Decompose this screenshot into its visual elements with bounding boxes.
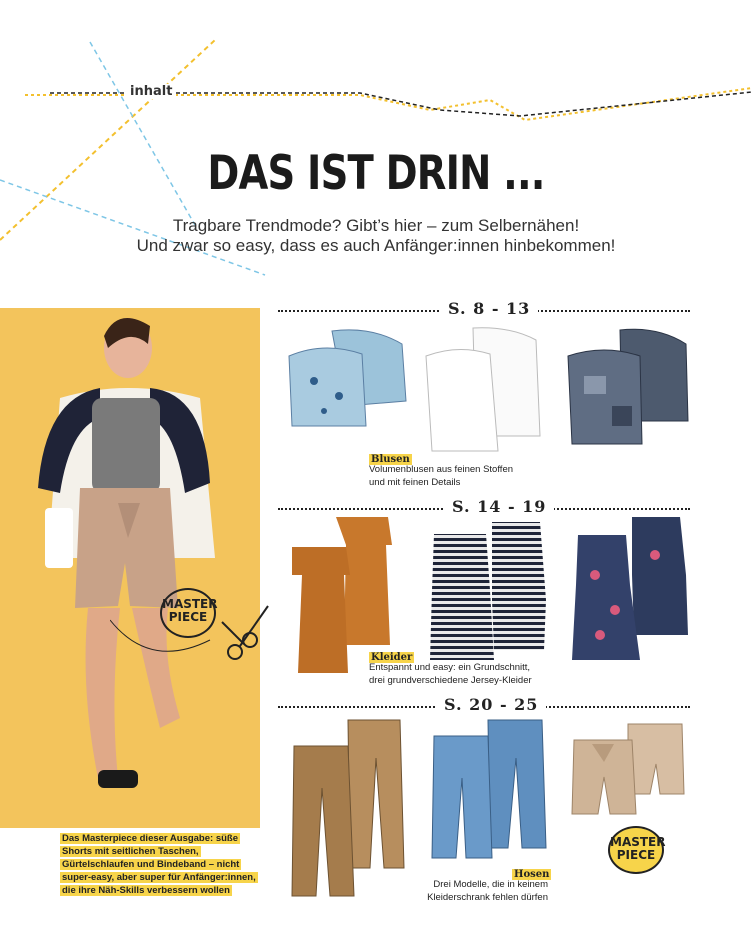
badge-line-2: PIECE (168, 610, 208, 624)
hero-caption-text: Das Masterpiece dieser Ausgabe: süße Shorts mit seitlichen Taschen, Gürtelschlaufen und Bindeband – nicht super-easy, aber super für Anfänger:innen, die ihre Näh-Skills verbessern wollen (62, 833, 256, 896)
intro-line-1: Tragbare Trendmode? Gibt’s hier – zum Selbernähen! (172, 216, 580, 235)
badge-line-1: MASTER (162, 597, 218, 611)
masterpiece-badge (608, 826, 664, 874)
intro-text (0, 216, 752, 256)
description-blusen (369, 463, 513, 489)
dress-striped-image (428, 520, 548, 670)
hero-photo (0, 308, 260, 828)
description-line-2: und mit feinen Details (369, 477, 461, 488)
blouse-patchwork-image (562, 326, 692, 451)
badge-line-1: MASTER (610, 835, 666, 849)
description-line-1: Entspannt und easy: ein Grundschnitt, (369, 662, 531, 673)
category-label: Kleider (371, 652, 413, 663)
intro-line-2: Und zwar so easy, dass es auch Anfänger:innen hinbekommen! (136, 236, 616, 255)
shorts-beige-image (570, 722, 686, 817)
section-tag: inhalt (126, 84, 176, 99)
description-line-2: drei grundverschiedene Jersey-Kleider (369, 675, 532, 686)
page-title: DAS IST DRIN ... (207, 146, 545, 201)
model-illustration (0, 308, 260, 828)
blouse-white-image (418, 326, 543, 456)
hero-caption (60, 832, 270, 897)
blouse-floral-image (284, 326, 409, 436)
scissors-icon (110, 597, 270, 670)
dress-patterned-image (570, 515, 690, 665)
description-kleider (369, 661, 532, 687)
description-hosen (421, 878, 548, 904)
description-line-1: Volumenblusen aus feinen Stoffen (369, 464, 514, 475)
section-pages-3: S. 20 - 25 (436, 695, 546, 714)
category-label: Hosen (514, 869, 550, 880)
description-line-1: Drei Modelle, die in keinem (433, 879, 548, 890)
trousers-denim-image (430, 718, 550, 860)
description-line-2: Kleiderschrank fehlen dürfen (427, 892, 548, 903)
section-pages-2: S. 14 - 19 (444, 497, 554, 516)
badge-line-2: PIECE (616, 848, 656, 862)
section-pages-1: S. 8 - 13 (440, 299, 538, 318)
trousers-printed-image (290, 718, 410, 900)
category-label: Blusen (371, 454, 410, 465)
